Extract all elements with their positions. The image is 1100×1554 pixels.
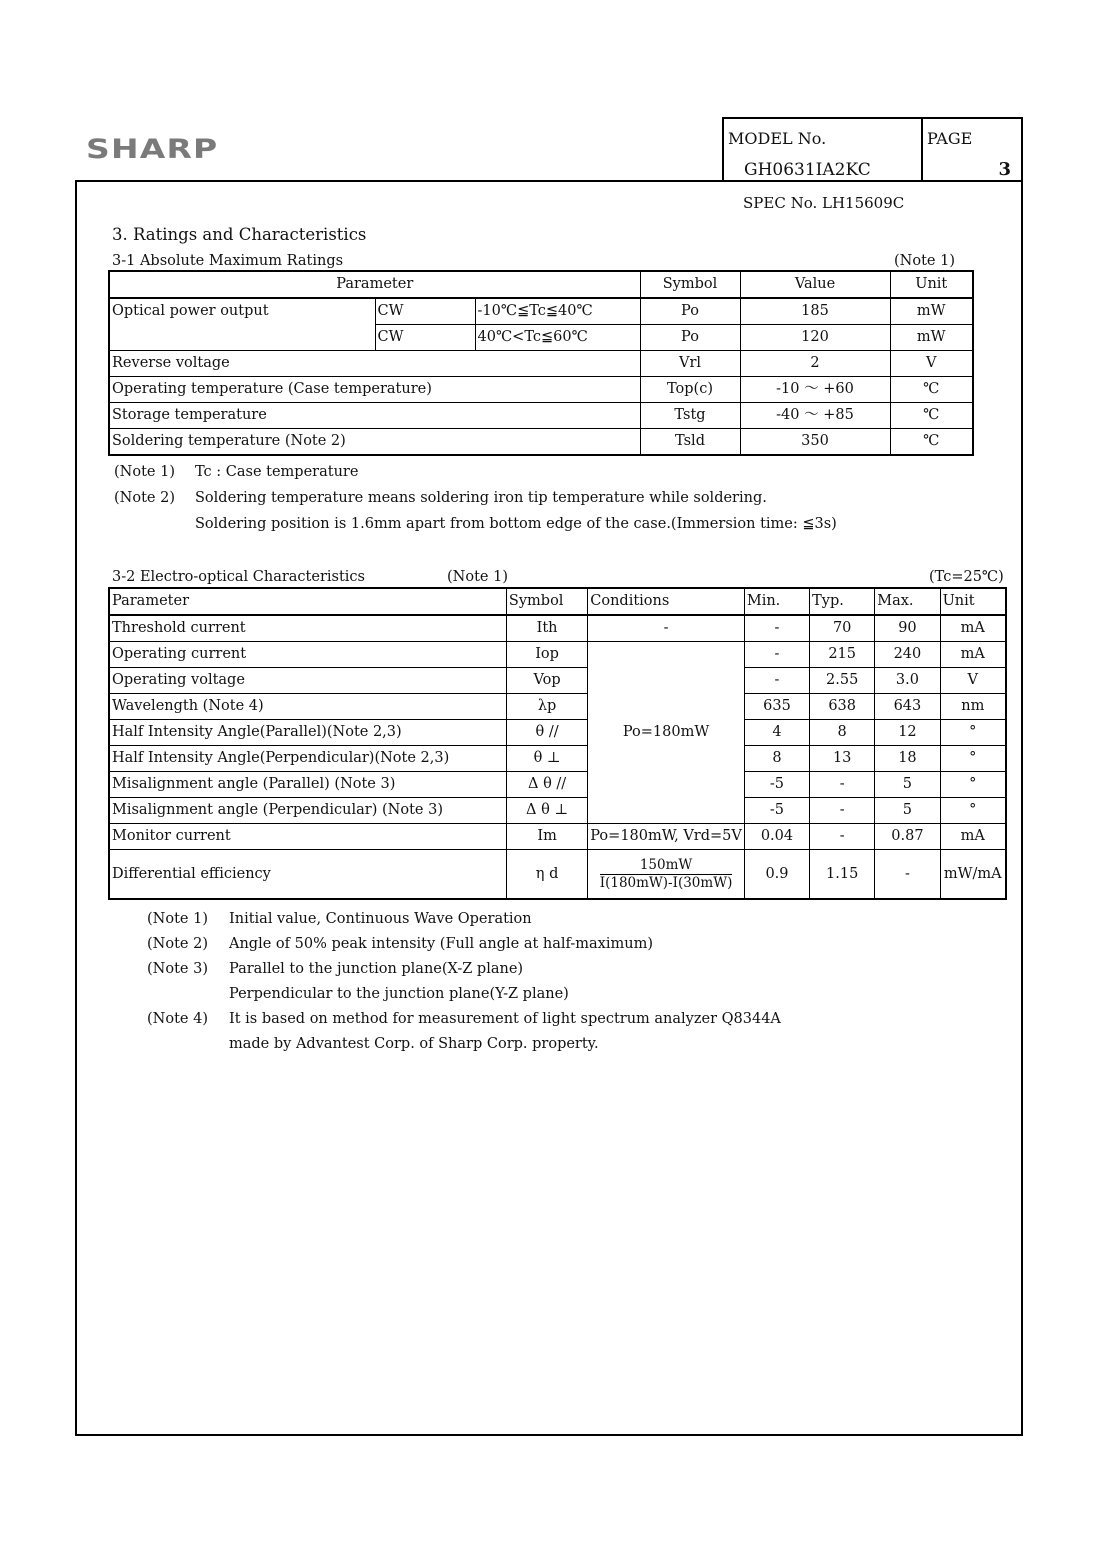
header-cell: Parameter	[109, 588, 506, 615]
model-number-box	[722, 117, 923, 182]
param-cell: Wavelength (Note 4)	[109, 694, 506, 720]
value-cell: 185	[740, 298, 890, 325]
table-row	[109, 798, 1006, 824]
note-text: Angle of 50% peak intensity (Full angle at half-maximum)	[229, 936, 653, 952]
header-cell: Symbol	[640, 271, 740, 298]
header-cell: Max.	[875, 588, 940, 615]
unit-cell: mW	[890, 298, 973, 325]
param-cell: Differential efficiency	[109, 850, 506, 900]
max-cell: 90	[875, 615, 940, 642]
symbol-cell: Vop	[506, 668, 587, 694]
header-cell: Min.	[744, 588, 809, 615]
typ-cell: 8	[810, 720, 875, 746]
min-cell: 0.04	[744, 824, 809, 850]
eo-tc: (Tc=25℃)	[929, 569, 1004, 585]
header-cell: Conditions	[588, 588, 745, 615]
max-cell: 643	[875, 694, 940, 720]
unit-cell: mW/mA	[940, 850, 1006, 900]
unit-cell: mA	[940, 824, 1006, 850]
shared-cond-cell: Po=180mW	[588, 642, 745, 824]
max-cell: 0.87	[875, 824, 940, 850]
note-text: Soldering temperature means soldering iron tip temperature while soldering.	[195, 490, 767, 506]
param-cell: Operating voltage	[109, 668, 506, 694]
abs-max-title: 3-1 Absolute Maximum Ratings	[112, 253, 344, 269]
typ-cell: 2.55	[810, 668, 875, 694]
value-cell: 120	[740, 325, 890, 351]
symbol-cell: Δ θ //	[506, 772, 587, 798]
unit-cell: °	[940, 746, 1006, 772]
table-row	[109, 377, 973, 403]
param-cell: Optical power output	[109, 298, 375, 351]
cond-cell: -10℃≦Tc≦40℃	[475, 298, 640, 325]
abs-max-table	[108, 270, 974, 456]
param-cell: Operating temperature (Case temperature)	[109, 377, 640, 403]
unit-cell: °	[940, 798, 1006, 824]
unit-cell: mA	[940, 642, 1006, 668]
unit-cell: V	[940, 668, 1006, 694]
param-cell: Threshold current	[109, 615, 506, 642]
symbol-cell: η d	[506, 850, 587, 900]
max-cell: 18	[875, 746, 940, 772]
param-cell: Misalignment angle (Perpendicular) (Note 3)	[109, 798, 506, 824]
min-cell: -5	[744, 772, 809, 798]
param-cell: Monitor current	[109, 824, 506, 850]
param-cell: Reverse voltage	[109, 351, 640, 377]
max-cell: -	[875, 850, 940, 900]
typ-cell: -	[810, 824, 875, 850]
table-row	[109, 429, 973, 456]
min-cell: -	[744, 642, 809, 668]
typ-cell: 70	[810, 615, 875, 642]
note-text: made by Advantest Corp. of Sharp Corp. property.	[229, 1036, 599, 1052]
abs-max-note: (Note 1)	[894, 253, 955, 269]
unit-cell: ℃	[890, 377, 973, 403]
symbol-cell: λp	[506, 694, 587, 720]
note-text: Soldering position is 1.6mm apart from bottom edge of the case.(Immersion time: ≦3s)	[195, 516, 837, 532]
cond-cell	[588, 850, 745, 900]
max-cell: 5	[875, 772, 940, 798]
typ-cell: 1.15	[810, 850, 875, 900]
eo-note: (Note 1)	[447, 569, 508, 585]
symbol-cell: Tsld	[640, 429, 740, 456]
value-cell: 2	[740, 351, 890, 377]
unit-cell: nm	[940, 694, 1006, 720]
table-row	[109, 642, 1006, 668]
mode-cell: CW	[375, 298, 475, 325]
table-row	[109, 746, 1006, 772]
fraction	[600, 857, 733, 892]
cond-cell: 40℃<Tc≦60℃	[475, 325, 640, 351]
param-cell: Storage temperature	[109, 403, 640, 429]
value-cell: -10 ～ +60	[740, 377, 890, 403]
typ-cell: -	[810, 772, 875, 798]
max-cell: 5	[875, 798, 940, 824]
symbol-cell: Top(c)	[640, 377, 740, 403]
note-tag: (Note 4)	[147, 1011, 208, 1027]
param-cell: Misalignment angle (Parallel) (Note 3)	[109, 772, 506, 798]
symbol-cell: Vrl	[640, 351, 740, 377]
table-row	[109, 298, 973, 325]
unit-cell: V	[890, 351, 973, 377]
unit-cell: °	[940, 772, 1006, 798]
section-title: 3. Ratings and Characteristics	[112, 225, 367, 244]
table-row	[109, 720, 1006, 746]
header-cell: Parameter	[109, 271, 640, 298]
param-cell: Soldering temperature (Note 2)	[109, 429, 640, 456]
table-row	[109, 403, 973, 429]
table-header-row	[109, 588, 1006, 615]
max-cell: 3.0	[875, 668, 940, 694]
unit-cell: mA	[940, 615, 1006, 642]
note-tag: (Note 2)	[114, 490, 175, 506]
note-text: Initial value, Continuous Wave Operation	[229, 911, 532, 927]
value-cell: -40 ～ +85	[740, 403, 890, 429]
header-cell: Unit	[890, 271, 973, 298]
note-text: Parallel to the junction plane(X-Z plane)	[229, 961, 524, 977]
cond-cell: -	[588, 615, 745, 642]
typ-cell: -	[810, 798, 875, 824]
spec-number: SPEC No. LH15609C	[743, 194, 905, 212]
symbol-cell: Iop	[506, 642, 587, 668]
min-cell: 0.9	[744, 850, 809, 900]
table-row	[109, 772, 1006, 798]
symbol-cell: Po	[640, 298, 740, 325]
header-cell: Typ.	[810, 588, 875, 615]
symbol-cell: Ith	[506, 615, 587, 642]
note-text: It is based on method for measurement of light spectrum analyzer Q8344A	[229, 1011, 781, 1027]
min-cell: -5	[744, 798, 809, 824]
symbol-cell: θ //	[506, 720, 587, 746]
param-cell: Operating current	[109, 642, 506, 668]
table-row	[109, 850, 1006, 900]
note-text: Perpendicular to the junction plane(Y-Z plane)	[229, 986, 569, 1002]
model-value: GH0631IA2KC	[744, 160, 871, 180]
max-cell: 240	[875, 642, 940, 668]
min-cell: -	[744, 668, 809, 694]
unit-cell: ℃	[890, 429, 973, 456]
page-box	[921, 117, 1023, 182]
note-tag: (Note 1)	[147, 911, 208, 927]
note-tag: (Note 2)	[147, 936, 208, 952]
symbol-cell: Im	[506, 824, 587, 850]
symbol-cell: Δ θ ⊥	[506, 798, 587, 824]
table-row	[109, 668, 1006, 694]
model-label: MODEL No.	[728, 129, 827, 148]
unit-cell: mW	[890, 325, 973, 351]
typ-cell: 215	[810, 642, 875, 668]
typ-cell: 638	[810, 694, 875, 720]
min-cell: 4	[744, 720, 809, 746]
symbol-cell: Po	[640, 325, 740, 351]
min-cell: 8	[744, 746, 809, 772]
note-tag: (Note 1)	[114, 464, 175, 480]
header-cell: Unit	[940, 588, 1006, 615]
table-row	[109, 694, 1006, 720]
electro-optical-table	[108, 587, 1007, 900]
table-row	[109, 351, 973, 377]
symbol-cell: θ ⊥	[506, 746, 587, 772]
param-cell: Half Intensity Angle(Perpendicular)(Note 2,3)	[109, 746, 506, 772]
page-number: 3	[998, 159, 1011, 180]
table-header-row	[109, 271, 973, 298]
min-cell: -	[744, 615, 809, 642]
symbol-cell: Tstg	[640, 403, 740, 429]
header-cell: Symbol	[506, 588, 587, 615]
table-row	[109, 824, 1006, 850]
param-cell: Half Intensity Angle(Parallel)(Note 2,3)	[109, 720, 506, 746]
sharp-logo: SHARP	[86, 134, 219, 165]
header-cell: Value	[740, 271, 890, 298]
note-tag: (Note 3)	[147, 961, 208, 977]
typ-cell: 13	[810, 746, 875, 772]
value-cell: 350	[740, 429, 890, 456]
fraction-numerator: 150mW	[600, 857, 733, 875]
fraction-denominator: I(180mW)-I(30mW)	[599, 874, 733, 891]
cond-cell: Po=180mW, Vrd=5V	[588, 824, 745, 850]
table-row	[109, 615, 1006, 642]
max-cell: 12	[875, 720, 940, 746]
unit-cell: ℃	[890, 403, 973, 429]
mode-cell: CW	[375, 325, 475, 351]
unit-cell: °	[940, 720, 1006, 746]
min-cell: 635	[744, 694, 809, 720]
note-text: Tc : Case temperature	[195, 464, 359, 480]
eo-title: 3-2 Electro-optical Characteristics	[112, 569, 365, 585]
page-label: PAGE	[927, 129, 973, 148]
